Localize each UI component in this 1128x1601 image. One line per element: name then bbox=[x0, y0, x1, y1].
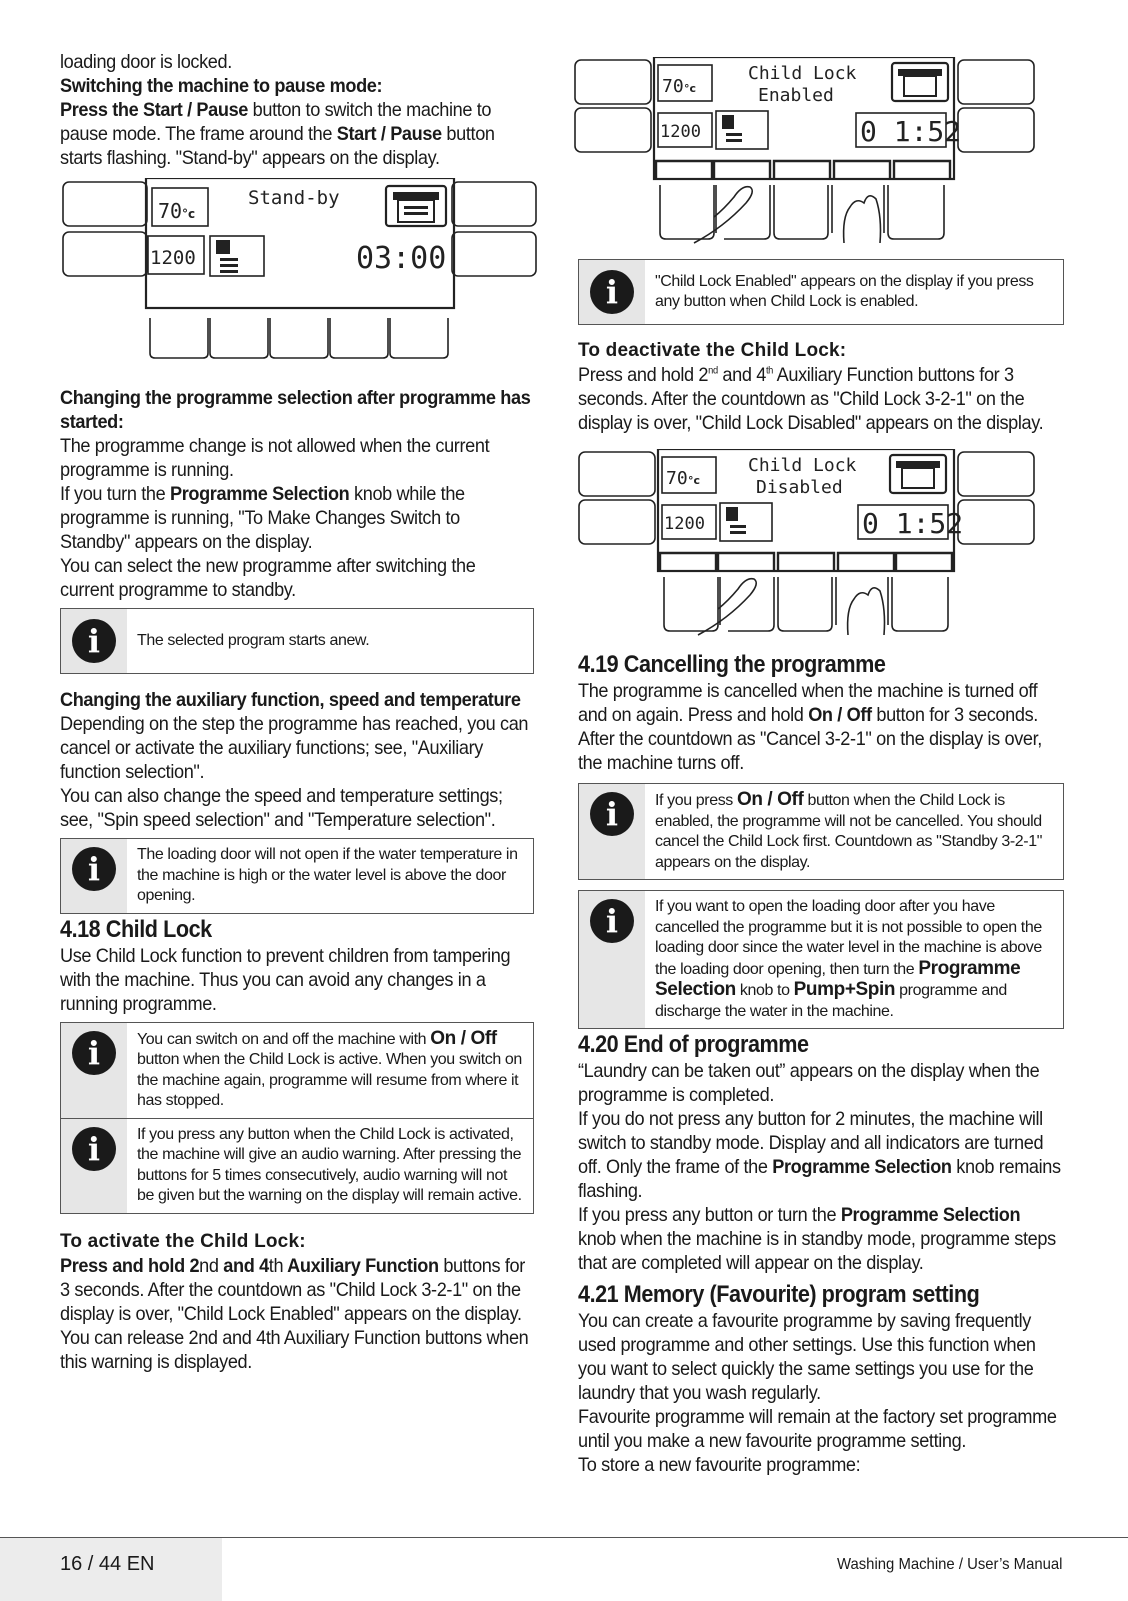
cancel-title: 4.19 Cancelling the programme bbox=[578, 651, 886, 678]
aux-text-2: You can also change the speed and temperature settings; see, "Spin speed selection" and "Temperature selection". bbox=[60, 785, 503, 831]
intro-line: loading door is locked. bbox=[60, 51, 232, 73]
note-enabled: i "Child Lock Enabled" appears on the display if you press any button when Child Lock is enabled. bbox=[578, 259, 1064, 325]
cancel-text: The programme is cancelled when the machine is turned off and on again. Press and hold On / Off button for 3 seconds. After the countdown as "Cancel 3-2-1" on the display is over, the machine turns off. bbox=[578, 680, 1042, 774]
info-icon bbox=[590, 270, 634, 314]
standby-time: 03:00 bbox=[356, 241, 447, 276]
svg-text:1200: 1200 bbox=[660, 122, 701, 142]
memory-text-3: To store a new favourite programme: bbox=[578, 1454, 861, 1476]
aux-text-1: Depending on the step the programme has reached, you can cancel or activate the auxiliary functions; see, "Auxiliary function selection". bbox=[60, 713, 529, 783]
disabled-line1: Child Lock bbox=[748, 455, 857, 476]
note-onoff: i You can switch on and off the machine with On / Off button when the Child Lock is active. When you switch on the machine again, programme will resume from where it has stopped. bbox=[60, 1022, 534, 1119]
enabled-line1: Child Lock bbox=[748, 63, 857, 84]
note-audio: i If you press any button when the Child Lock is activated, the machine will give an audio warning. After pressing the buttons for 5 times consecutively, audio warning will not be given but the warning on the display will remain active. bbox=[60, 1119, 534, 1214]
svg-text:1200: 1200 bbox=[664, 514, 705, 534]
page-number: 16 / 44 EN bbox=[60, 1553, 155, 1575]
info-icon bbox=[590, 899, 634, 943]
child-lock-text: Use Child Lock function to prevent children from tampering with the machine. Thus you can avoid any changes in a running programme. bbox=[60, 944, 511, 1015]
info-icon bbox=[590, 792, 634, 836]
note-restart: i The selected program starts anew. bbox=[60, 608, 534, 674]
change-text-1: The programme change is not allowed when the current programme is running. bbox=[60, 435, 490, 481]
memory-text-2: Favourite programme will remain at the factory set programme until you make a new favourite programme setting. bbox=[578, 1406, 1057, 1452]
deactivate-heading: To deactivate the Child Lock: bbox=[578, 340, 847, 361]
disabled-time: 0 1:52 bbox=[862, 507, 964, 540]
change-text-3: You can select the new programme after switching the current programme to standby. bbox=[60, 555, 476, 601]
aux-heading: Changing the auxiliary function, speed and temperature bbox=[60, 689, 521, 711]
memory-text-1: You can create a favourite programme by saving frequently used programme and other settings. Use this function when you want to select quickly the same settings you use for the laundry that you wash regularly. bbox=[578, 1310, 1036, 1404]
end-title: 4.20 End of programme bbox=[578, 1031, 809, 1058]
end-text-3: If you press any button or turn the Programme Selection knob when the machine is in standby mode, programme steps that are completed will appear on the display. bbox=[578, 1204, 1056, 1274]
manual-title: Washing Machine / User’s Manual bbox=[836, 1556, 1062, 1573]
right-column bbox=[578, 57, 1064, 1477]
info-icon bbox=[72, 619, 116, 663]
info-icon bbox=[72, 1031, 116, 1075]
note-door: i The loading door will not open if the water temperature in the machine is high or the water level is above the door opening. bbox=[60, 838, 534, 914]
enabled-time: 0 1:52 bbox=[860, 115, 962, 148]
memory-title: 4.21 Memory (Favourite) program setting bbox=[578, 1281, 980, 1308]
activate-text: Press and hold 2nd and 4th Auxiliary Function buttons for 3 seconds. After the countdown as "Child Lock 3-2-1" on the display is over, "Child Lock Enabled" appears on the display. You can release 2nd and 4th Auxiliary Function buttons when this warning is displayed. bbox=[60, 1254, 529, 1373]
standby-message: Stand-by bbox=[248, 187, 340, 209]
end-text-1: “Laundry can be taken out” appears on the display when the programme is completed. bbox=[578, 1060, 1040, 1106]
info-icon bbox=[72, 847, 116, 891]
child-lock-disabled-display bbox=[578, 449, 1064, 637]
change-text-2: If you turn the Programme Selection knob while the programme is running, "To Make Changes Switch to Standby" appears on the display. bbox=[60, 483, 465, 553]
deactivate-text: Press and hold 2nd and 4th Auxiliary Function buttons for 3 seconds. After the countdown as "Child Lock 3-2-1" on the display is over, "Child Lock Disabled" appears on the display. bbox=[578, 364, 1044, 434]
child-lock-title: 4.18 Child Lock bbox=[60, 915, 212, 943]
standby-temp: 70 bbox=[158, 199, 183, 223]
standby-speed: 1200 bbox=[150, 247, 196, 269]
svg-text:°c: °c bbox=[684, 82, 697, 95]
left-column bbox=[60, 50, 534, 1374]
note-cancel: i If you press On / Off button when the Child Lock is enabled, the programme will not be cancelled. You should cancel the Child Lock first. Countdown as "Standby 3-2-1" appears on the display. bbox=[578, 783, 1064, 880]
svg-text:°c: °c bbox=[182, 207, 196, 221]
note-drain: i If you want to open the loading door after you have cancelled the programme but it is not possible to open the loading door since the water level in the machine is above the loading door opening, then turn the Programme Selection knob to Pump+Spin programme and discharge the water in the machine. bbox=[578, 890, 1064, 1029]
pause-text: Press the Start / Pause button to switch the machine to pause mode. The frame around the Start / Pause button starts flashing. "Stand-by" appears on the display. bbox=[60, 99, 495, 169]
disabled-line2: Disabled bbox=[756, 477, 843, 498]
svg-text:°c: °c bbox=[688, 474, 701, 487]
svg-text:70: 70 bbox=[662, 76, 684, 97]
enabled-line2: Enabled bbox=[758, 85, 834, 106]
standby-display-illustration bbox=[60, 178, 534, 378]
info-icon bbox=[72, 1127, 116, 1171]
activate-heading: To activate the Child Lock: bbox=[60, 1230, 306, 1252]
pause-heading: Switching the machine to pause mode: bbox=[60, 75, 383, 97]
svg-text:70: 70 bbox=[666, 468, 688, 489]
end-text-2: If you do not press any button for 2 minutes, the machine will switch to standby mode. Display and all indicators are turned off. Only the frame of the Programme Selection knob remains flashing. bbox=[578, 1108, 1061, 1202]
change-heading: Changing the programme selection after programme has started: bbox=[60, 387, 531, 433]
child-lock-enabled-display bbox=[578, 57, 1064, 245]
